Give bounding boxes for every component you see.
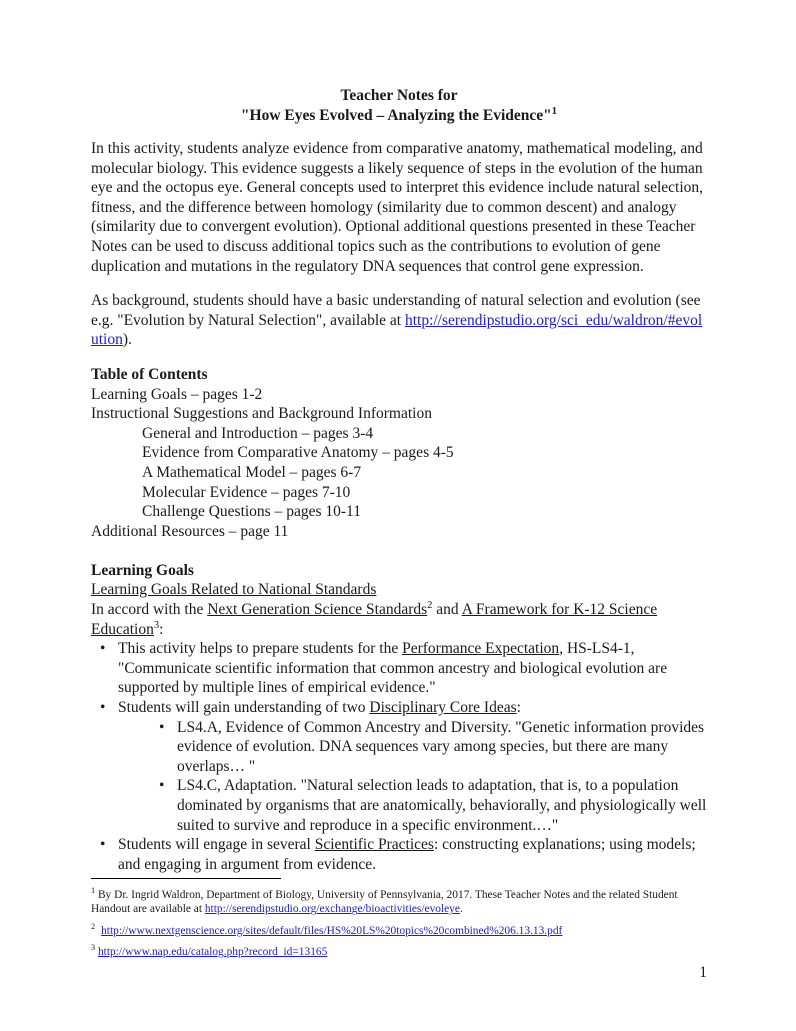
footnote-1-suffix: . xyxy=(459,903,463,916)
bullet-1-suffix: , HS-LS4-1, "Communicate scientific information that common ancestry and biological evolution are supported by multiple lines of empirical evidence." xyxy=(118,640,668,697)
title-line-2 xyxy=(91,106,707,126)
bullet-scientific-practices xyxy=(91,835,707,874)
footnote-marker-2: 2 xyxy=(427,599,433,611)
bullet-dot-icon: • xyxy=(100,640,106,658)
document-body xyxy=(91,86,707,874)
toc-entry-additional-resources: Additional Resources – page 11 xyxy=(91,522,289,540)
intro-paragraph-1: In this activity, students analyze evidence from comparative anatomy, mathematical modeling, and molecular biology. This evidence suggests a likely sequence of steps in the evolution of the human eye and the octopus eye. General concepts used to interpret this evidence include natural selection, fitness, and the difference between homology (similarity due to common descent) and analogy (similarity due to convergent evolution). Optional additional questions presented in these Teacher Notes can be used to discuss additional topics such as the contributions to evolution of gene duplication and mutations in the regulatory DNA sequences that control gene expression. xyxy=(91,140,704,275)
footnote-3-marker: 3 xyxy=(91,943,96,953)
bullet-3-suffix: : constructing explanations; using models; and engaging in argument from evidence. xyxy=(118,836,696,873)
intro-paragraph-2 xyxy=(91,291,707,350)
disciplinary-core-ideas-sublist xyxy=(118,718,707,836)
learning-goals-heading: Learning Goals xyxy=(91,561,194,579)
bullet-dot-icon: • xyxy=(159,718,165,736)
page-title xyxy=(91,86,707,125)
sub-bullet-ls4a xyxy=(150,718,707,777)
footnote-marker-3: 3 xyxy=(153,619,160,631)
learning-goals-bullet-list xyxy=(91,639,707,874)
toc-entry-general-introduction: General and Introduction – pages 3-4 xyxy=(142,424,374,442)
footnotes-section xyxy=(91,878,707,960)
evolution-resource-link[interactable]: http://serendipstudio.org/sci_edu/waldron/#evolution xyxy=(91,311,703,349)
sub-bullet-ls4c-text: LS4.C, Adaptation. "Natural selection leads to adaptation, that is, to a population dominated by organisms that are anatomically, behaviorally, and physiologically well suited to survive and reproduce in a specific environment.…" xyxy=(177,777,707,834)
framework-k12-science-education-ref: A Framework for K-12 Science Education xyxy=(91,601,658,638)
table-of-contents-list xyxy=(91,385,707,542)
intro-paragraph-2-prefix: As background, students should have a basic understanding of natural selection and evolution (see e.g. "Evolution by Natural Selection", available at xyxy=(91,292,701,329)
footnote-1-link[interactable]: http://serendipstudio.org/exchange/bioactivities/evoleye xyxy=(204,903,460,916)
footnote-1 xyxy=(91,888,707,917)
standards-intro-prefix: In accord with the xyxy=(91,601,208,619)
next-generation-science-standards-ref: Next Generation Science Standards xyxy=(207,601,428,619)
disciplinary-core-ideas-ref: Disciplinary Core Ideas xyxy=(369,699,517,717)
title-footnote-marker: 1 xyxy=(551,105,558,117)
toc-entry-learning-goals: Learning Goals – pages 1-2 xyxy=(91,385,263,403)
bullet-2-prefix: Students will gain understanding of two xyxy=(118,699,370,717)
learning-goals-subheading: Learning Goals Related to National Standards xyxy=(91,581,377,599)
title-line-2-text: "How Eyes Evolved – Analyzing the Evidence" xyxy=(240,106,552,124)
performance-expectation-ref: Performance Expectation xyxy=(402,640,560,658)
toc-entry-instructional-suggestions: Instructional Suggestions and Background Information xyxy=(91,405,432,423)
toc-entry-mathematical-model: A Mathematical Model – pages 6-7 xyxy=(142,463,362,481)
footnote-3-link[interactable]: http://www.nap.edu/catalog.php?record_id=13165 xyxy=(97,946,328,959)
footnote-3 xyxy=(91,945,707,959)
standards-intro-suffix: : xyxy=(159,620,164,638)
toc-entry-challenge-questions: Challenge Questions – pages 10-11 xyxy=(142,503,361,521)
bullet-performance-expectation xyxy=(91,639,707,698)
sub-bullet-ls4c xyxy=(150,776,707,835)
footnote-separator-rule xyxy=(91,878,281,879)
page-number: 1 xyxy=(699,964,707,981)
table-of-contents-heading: Table of Contents xyxy=(91,365,208,383)
bullet-dot-icon: • xyxy=(100,836,106,854)
bullet-1-prefix: This activity helps to prepare students for the xyxy=(118,640,403,658)
standards-intro xyxy=(91,600,707,639)
footnote-1-marker: 1 xyxy=(91,886,96,896)
scientific-practices-ref: Scientific Practices xyxy=(314,836,434,854)
footnote-1-text: By Dr. Ingrid Waldron, Department of Biology, University of Pennsylvania, 2017. These Teacher Notes and the related Student Handout are available at xyxy=(91,889,678,916)
bullet-3-prefix: Students will engage in several xyxy=(118,836,315,854)
bullet-disciplinary-core-ideas xyxy=(91,698,707,835)
bullet-2-suffix: : xyxy=(516,699,521,717)
intro-paragraph-2-suffix: ). xyxy=(122,331,132,349)
title-line-1: Teacher Notes for xyxy=(340,87,458,104)
footnote-2-link[interactable]: http://www.nextgenscience.org/sites/default/files/HS%20LS%20topics%20combined%206.13.13.pdf xyxy=(101,924,563,937)
toc-entry-molecular-evidence: Molecular Evidence – pages 7-10 xyxy=(142,483,351,501)
footnote-2-marker: 2 xyxy=(91,922,96,932)
bullet-dot-icon: • xyxy=(100,699,106,717)
section-spacer xyxy=(91,541,707,561)
bullet-dot-icon: • xyxy=(159,777,165,795)
toc-entry-comparative-anatomy: Evidence from Comparative Anatomy – pages 4-5 xyxy=(142,444,454,462)
standards-intro-between: and xyxy=(432,601,462,619)
footnote-2 xyxy=(91,924,707,938)
sub-bullet-ls4a-text: LS4.A, Evidence of Common Ancestry and Diversity. "Genetic information provides evidence of evolution. DNA sequences vary among species, but there are many overlaps… " xyxy=(177,718,705,775)
